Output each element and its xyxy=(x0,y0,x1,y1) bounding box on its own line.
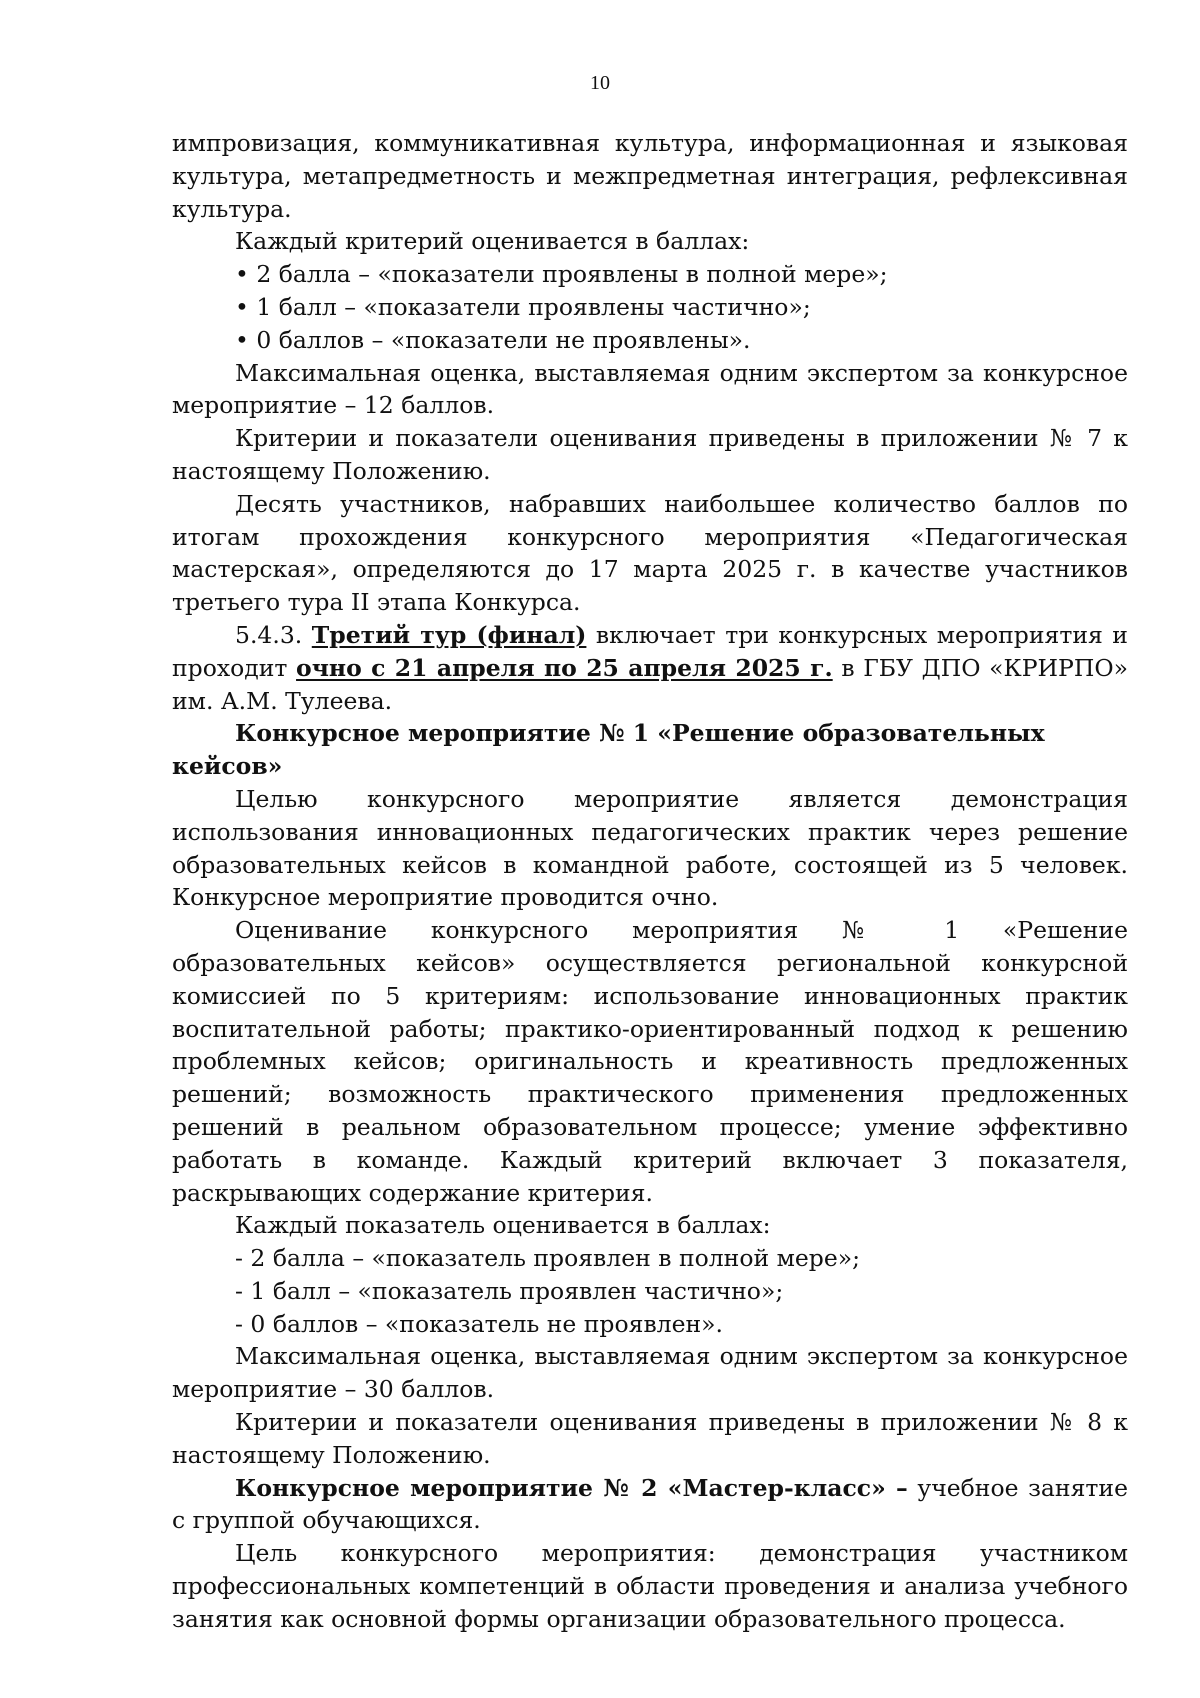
paragraph-max-score-30: Максимальная оценка, выставляемая одним экспертом за конкурсное мероприятие – 30 баллов. xyxy=(172,1342,1128,1404)
paragraph-ten-participants: Десять участников, набравших наибольшее количество баллов по итогам прохождения конкурсного мероприятия «Педагогическая мастерская», определяются до 17 марта 2025 г. в качестве участников третьего тура II этапа Конкурса. xyxy=(172,489,1128,617)
list-item: - 2 балла – «показатель проявлен в полной мере»; xyxy=(235,1244,861,1273)
third-tour-label: Третий тур (финал) xyxy=(311,620,587,649)
paragraph-criteria-appendix-8: Критерии и показатели оценивания приведены в приложении № 8 к настоящему Положению. xyxy=(172,1408,1128,1469)
paragraph-criteria-appendix: Критерии и показатели оценивания приведены в приложении № 7 к настоящему Положению. xyxy=(172,424,1128,485)
document-body xyxy=(172,127,1128,1636)
list-item: - 1 балл – «показатель проявлен частично»; xyxy=(235,1276,784,1305)
paragraph-event-1-goal: Целью конкурсного мероприятие является демонстрация использования инновационных педагогических практик через решение образовательных кейсов в командной работе, состоящей из 5 человек. Конкурсное мероприятие проводится очно. xyxy=(172,784,1128,912)
list-item: • 2 балла – «показатели проявлены в полной мере»; xyxy=(235,260,888,289)
third-tour-location: в ГБУ ДПО «КРИРПО» им. А.М. Тулеева. xyxy=(172,653,1128,715)
paragraph-event-1-evaluation: Оценивание конкурсного мероприятия № 1 «Решение образовательных кейсов» осуществляется региональной конкурсной комиссией по 5 критериям: использование инновационных практик воспитательной работы; практико-ориентированный подход к решению проблемных кейсов; оригинальность и креативность предложенных решений; возможность практического применения предложенных решений в реальном образовательном процессе; умение эффективно работать в команде. Каждый критерий включает 3 показателя, раскрывающих содержание критерия. xyxy=(172,916,1128,1207)
third-tour-text: включает три конкурсных мероприятия и проходит xyxy=(172,620,1128,682)
paragraph-max-score: Максимальная оценка, выставляемая одним экспертом за конкурсное мероприятие – 12 баллов. xyxy=(172,358,1128,420)
paragraph-continuation: импровизация, коммуникативная культура, информационная и языковая культура, метапредметность и межпредметная интеграция, рефлексивная культура. xyxy=(172,129,1128,223)
paragraph-scoring-intro: Каждый критерий оценивается в баллах: xyxy=(235,227,750,256)
event-2-title: Конкурсное мероприятие № 2 «Мастер-класс» – xyxy=(235,1473,908,1502)
paragraph-event-2-goal: Цель конкурсного мероприятия: демонстрация участником профессиональных компетенций в области проведения и анализа учебного занятия как основной формы организации образовательного процесса. xyxy=(172,1539,1128,1633)
third-tour-dates: очно с 21 апреля по 25 апреля 2025 г. xyxy=(296,653,833,682)
list-item: - 0 баллов – «показатель не проявлен». xyxy=(235,1309,724,1338)
paragraph-third-tour xyxy=(172,619,1128,717)
list-item: • 1 балл – «показатели проявлены частично»; xyxy=(235,292,811,321)
page-number: 10 xyxy=(590,72,610,94)
heading-event-1: Конкурсное мероприятие № 1 «Решение образовательных кейсов» xyxy=(172,719,1045,781)
paragraph-event-2 xyxy=(172,1472,1128,1538)
paragraph-indicator-scoring: Каждый показатель оценивается в баллах: xyxy=(235,1211,771,1240)
event-2-text: учебное занятие с группой обучающихся. xyxy=(172,1473,1128,1535)
section-number: 5.4.3. xyxy=(235,620,303,649)
list-item: • 0 баллов – «показатели не проявлены». xyxy=(235,325,751,354)
